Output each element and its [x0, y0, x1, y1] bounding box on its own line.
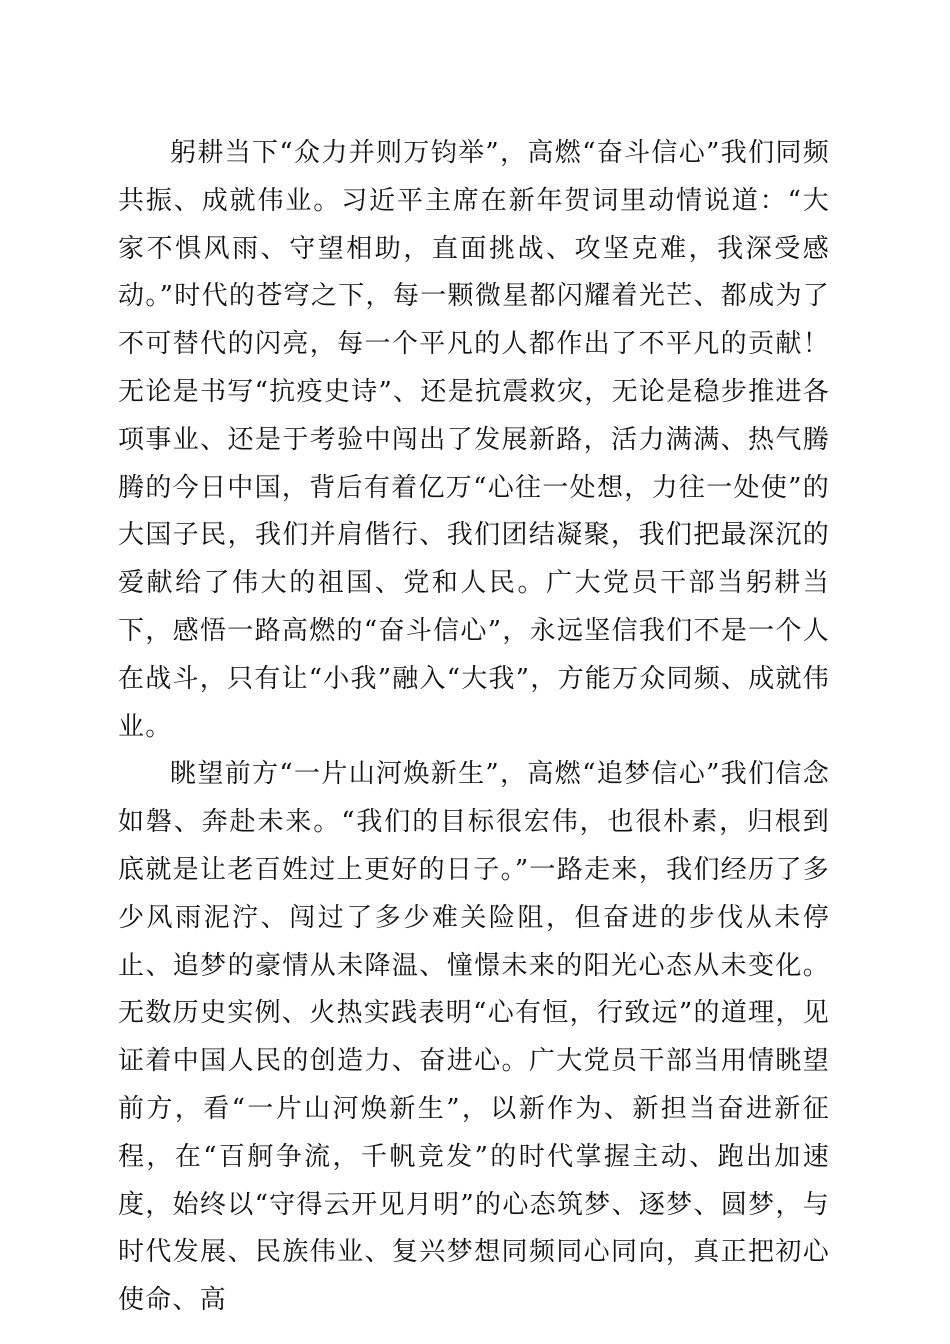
paragraph-2: 眺望前方“一片山河焕新生”，高燃“追梦信心”我们信念如磐、奔赴未来。“我们的目标很宏伟，也很朴素，归根到底就是让老百姓过上更好的日子。”一路走来，我们经历了多少风雨泥泞、闯过了多少难关险阻，但奋进的步伐从未停止、追梦的豪情从未降温、憧憬未来的阳光心态从未变化。无数历史实例、火热实践表明“心有恒，行致远”的道理，见证着中国人民的创造力、奋进心。广大党员干部当用情眺望前方，看“一片山河焕新生”，以新作为、新担当奋进新征程，在“百舸争流，千帆竞发”的时代掌握主动、跑出加速度，始终以“守得云开见月明”的心态筑梦、逐梦、圆梦，与时代发展、民族伟业、复兴梦想同频同心同向，真正把初心使命、高: [118, 759, 830, 1316]
paragraph-1: 躬耕当下“众力并则万钧举”，高燃“奋斗信心”我们同频共振、成就伟业。习近平主席在新年贺词里动情说道：“大家不惧风雨、守望相助，直面挑战、攻坚克难，我深受感动。”时代的苍穹之下，每一颗微星都闪耀着光芒、都成为了不可替代的闪亮，每一个平凡的人都作出了不平凡的贡献！无论是书写“抗疫史诗”、还是抗震救灾，无论是稳步推进各项事业、还是于考验中闯出了发展新路，活力满满、热气腾腾的今日中国，背后有着亿万“心往一处想，力往一处使”的大国子民，我们并肩偕行、我们团结凝聚，我们把最深沉的爱献给了伟大的祖国、党和人民。广大党员干部当躬耕当下，感悟一路高燃的“奋斗信心”，永远坚信我们不是一个人在战斗，只有让“小我”融入“大我”，方能万众同频、成就伟业。: [118, 138, 830, 742]
document-body: [118, 130, 830, 1325]
